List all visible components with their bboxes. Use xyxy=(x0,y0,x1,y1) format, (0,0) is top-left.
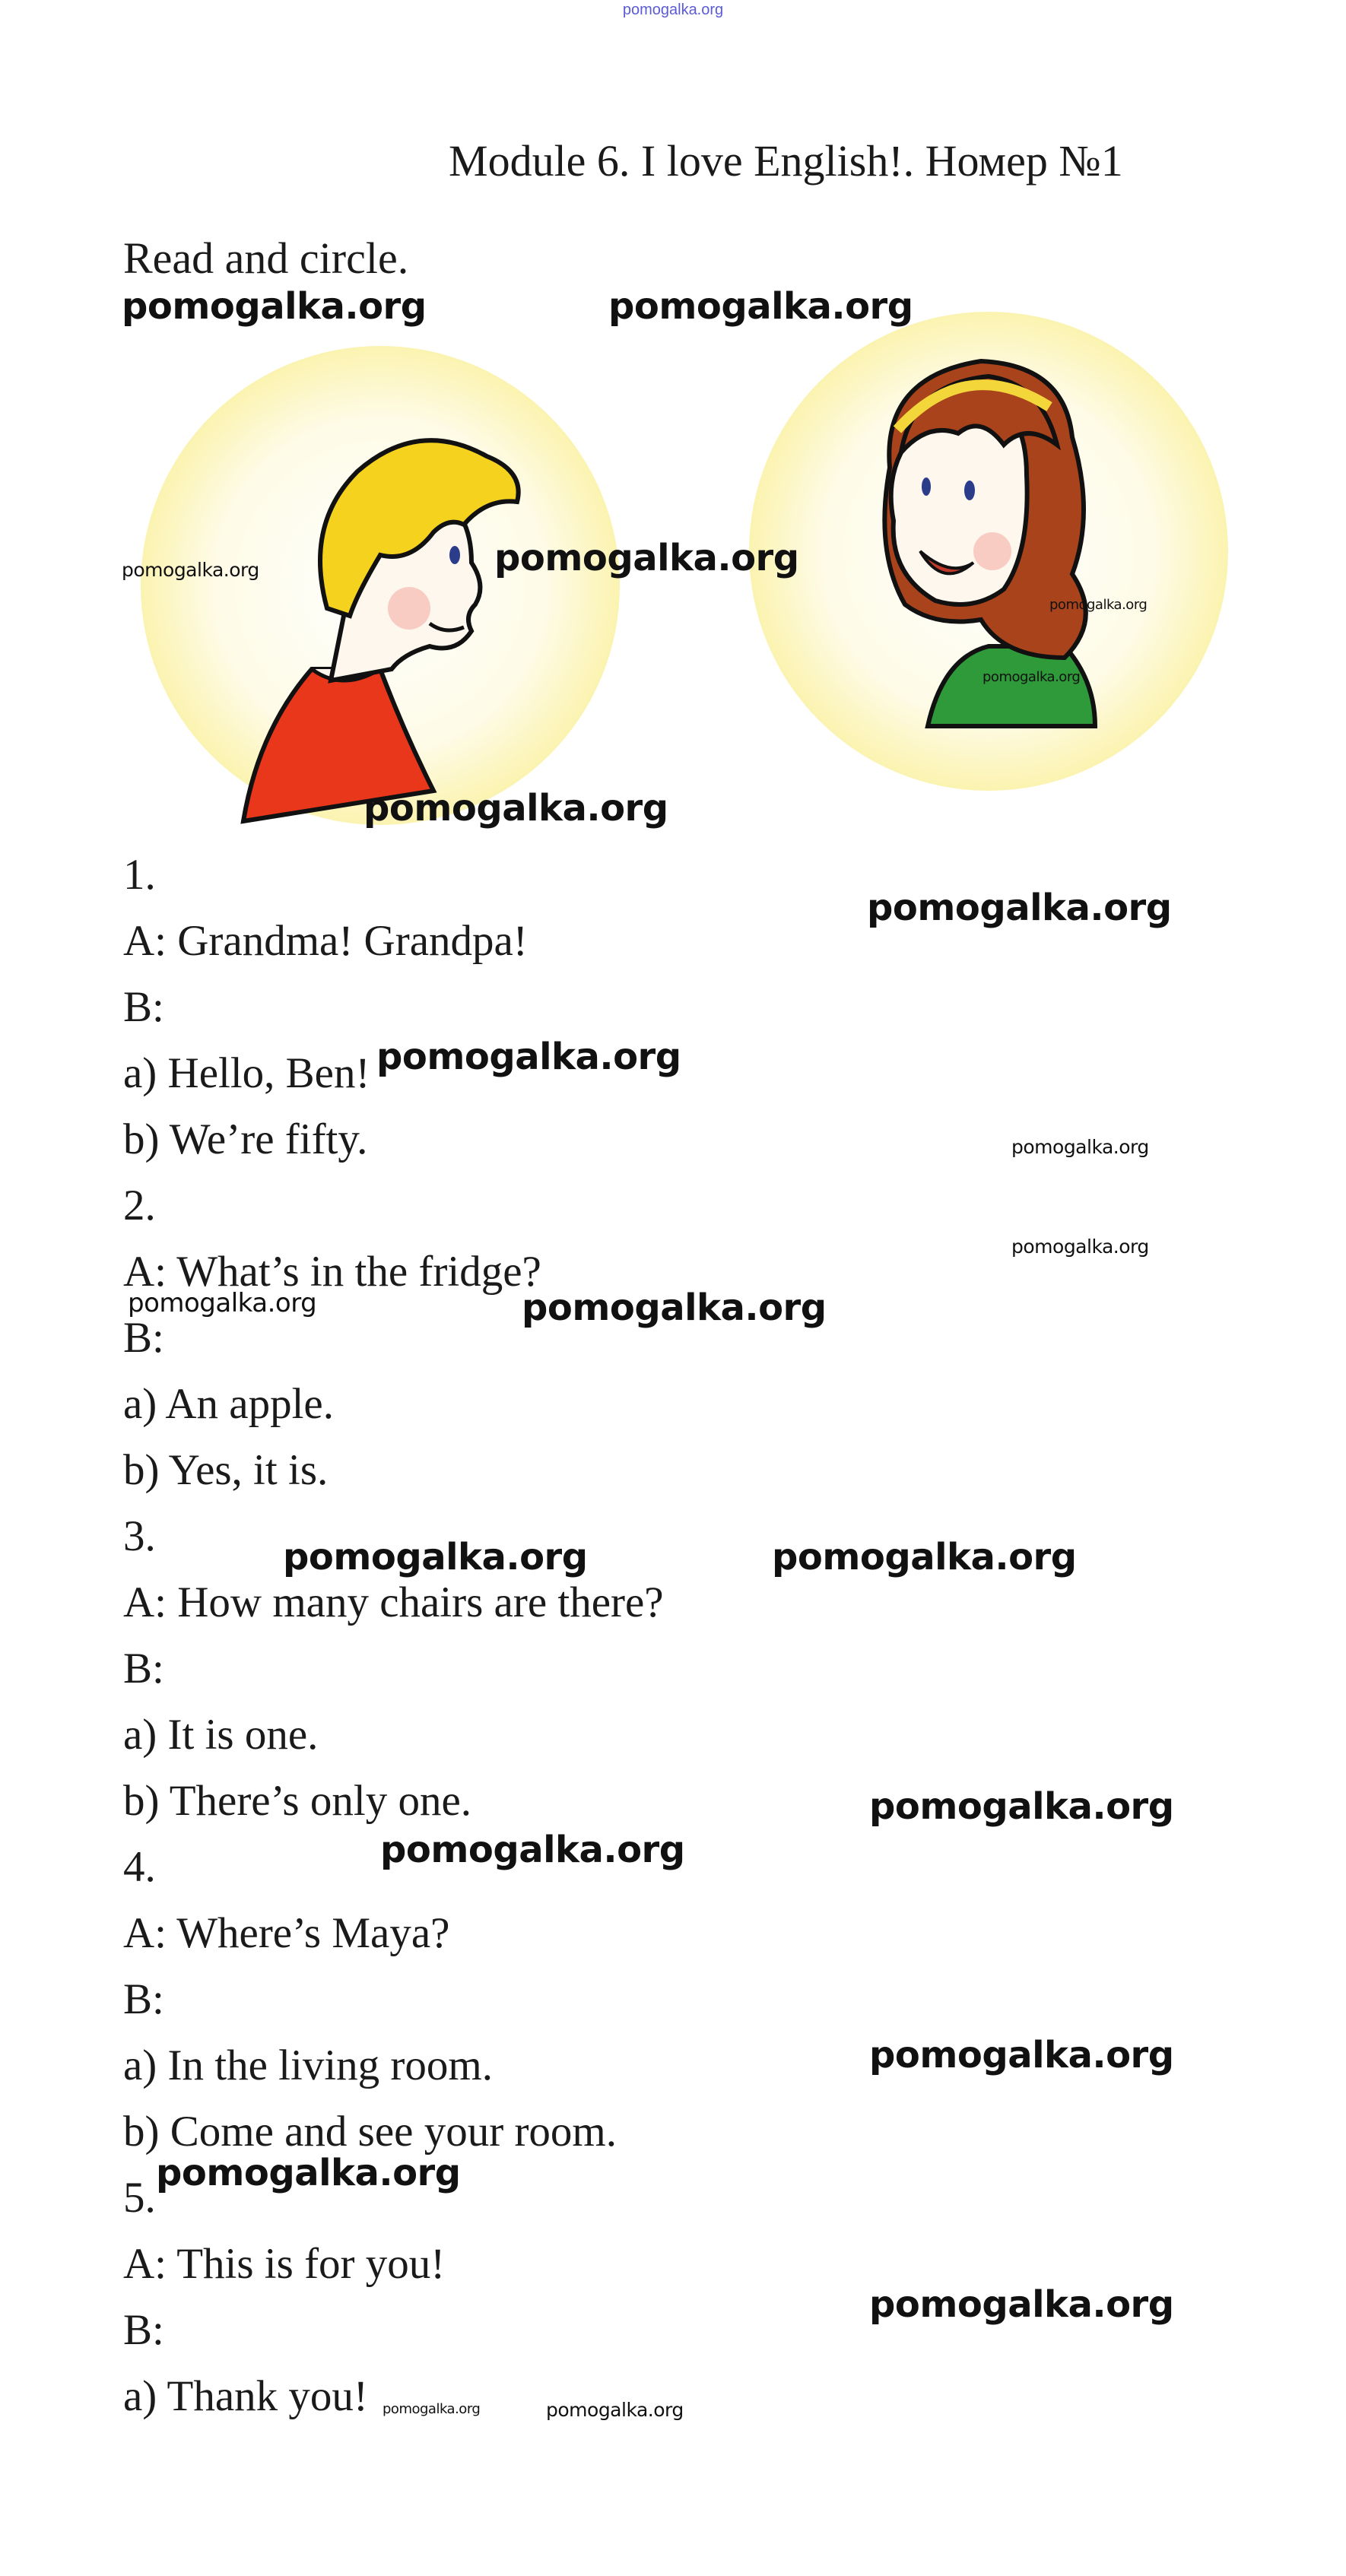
watermark: pomogalka.org xyxy=(128,1288,317,1318)
watermark: pomogalka.org xyxy=(867,887,1172,929)
watermark: pomogalka.org xyxy=(869,2283,1174,2326)
watermark: pomogalka.org xyxy=(494,537,799,579)
watermark: pomogalka.org xyxy=(608,285,913,328)
exercise-line: a) Hello, Ben! xyxy=(123,1049,370,1097)
exercise-line: a) An apple. xyxy=(123,1380,334,1428)
exercise-line: a) It is one. xyxy=(123,1711,319,1759)
watermark: pomogalka.org xyxy=(380,1829,685,1871)
page-title: Module 6. I love English!. Номер №1 xyxy=(449,136,1123,186)
exercise-line: b) We’re fifty. xyxy=(123,1115,368,1163)
exercise-line: a) In the living room. xyxy=(123,2041,493,2089)
watermark: pomogalka.org xyxy=(869,2034,1174,2076)
watermark: pomogalka.org xyxy=(283,1536,588,1578)
instruction-text: Read and circle. xyxy=(123,233,409,283)
watermark: pomogalka.org xyxy=(122,559,259,581)
watermark: pomogalka.org xyxy=(383,2401,481,2417)
exercise-line: 1. xyxy=(123,851,156,899)
watermark: pomogalka.org xyxy=(772,1536,1077,1578)
exercise-line: B: xyxy=(123,1975,164,2023)
watermark: pomogalka.org xyxy=(363,787,668,830)
exercise-line: b) There’s only one. xyxy=(123,1777,472,1825)
exercise-line: 4. xyxy=(123,1843,156,1891)
site-watermark-top: pomogalka.org xyxy=(622,2,724,18)
exercise-line: A: This is for you! xyxy=(123,2240,446,2288)
girl-illustration xyxy=(738,300,1232,795)
exercise-line: b) Yes, it is. xyxy=(123,1446,329,1494)
exercise-line: A: What’s in the fridge? xyxy=(123,1248,541,1296)
exercise-line: 2. xyxy=(123,1182,156,1229)
watermark: pomogalka.org xyxy=(983,669,1081,685)
watermark: pomogalka.org xyxy=(376,1036,681,1078)
exercise-line: B: xyxy=(123,983,164,1031)
watermark: pomogalka.org xyxy=(522,1286,827,1329)
watermark: pomogalka.org xyxy=(1049,597,1148,613)
exercise-line: B: xyxy=(123,1314,164,1362)
exercise-line: B: xyxy=(123,2306,164,2354)
exercise-line: A: How many chairs are there? xyxy=(123,1578,664,1626)
watermark: pomogalka.org xyxy=(869,1785,1174,1828)
exercise-line: B: xyxy=(123,1645,164,1692)
watermark: pomogalka.org xyxy=(1011,1236,1149,1258)
exercise-line: A: Where’s Maya? xyxy=(123,1909,450,1957)
exercise-line: b) Come and see your room. xyxy=(123,2108,617,2156)
watermark: pomogalka.org xyxy=(122,285,427,328)
exercise-line: A: Grandma! Grandpa! xyxy=(123,917,528,965)
exercise-line: a) Thank you! xyxy=(123,2372,368,2420)
watermark: pomogalka.org xyxy=(156,2152,461,2194)
boy-illustration xyxy=(129,335,624,829)
exercise-line: 3. xyxy=(123,1512,156,1560)
watermark: pomogalka.org xyxy=(546,2399,684,2421)
watermark: pomogalka.org xyxy=(1011,1136,1149,1158)
exercise-line: 5. xyxy=(123,2174,156,2222)
